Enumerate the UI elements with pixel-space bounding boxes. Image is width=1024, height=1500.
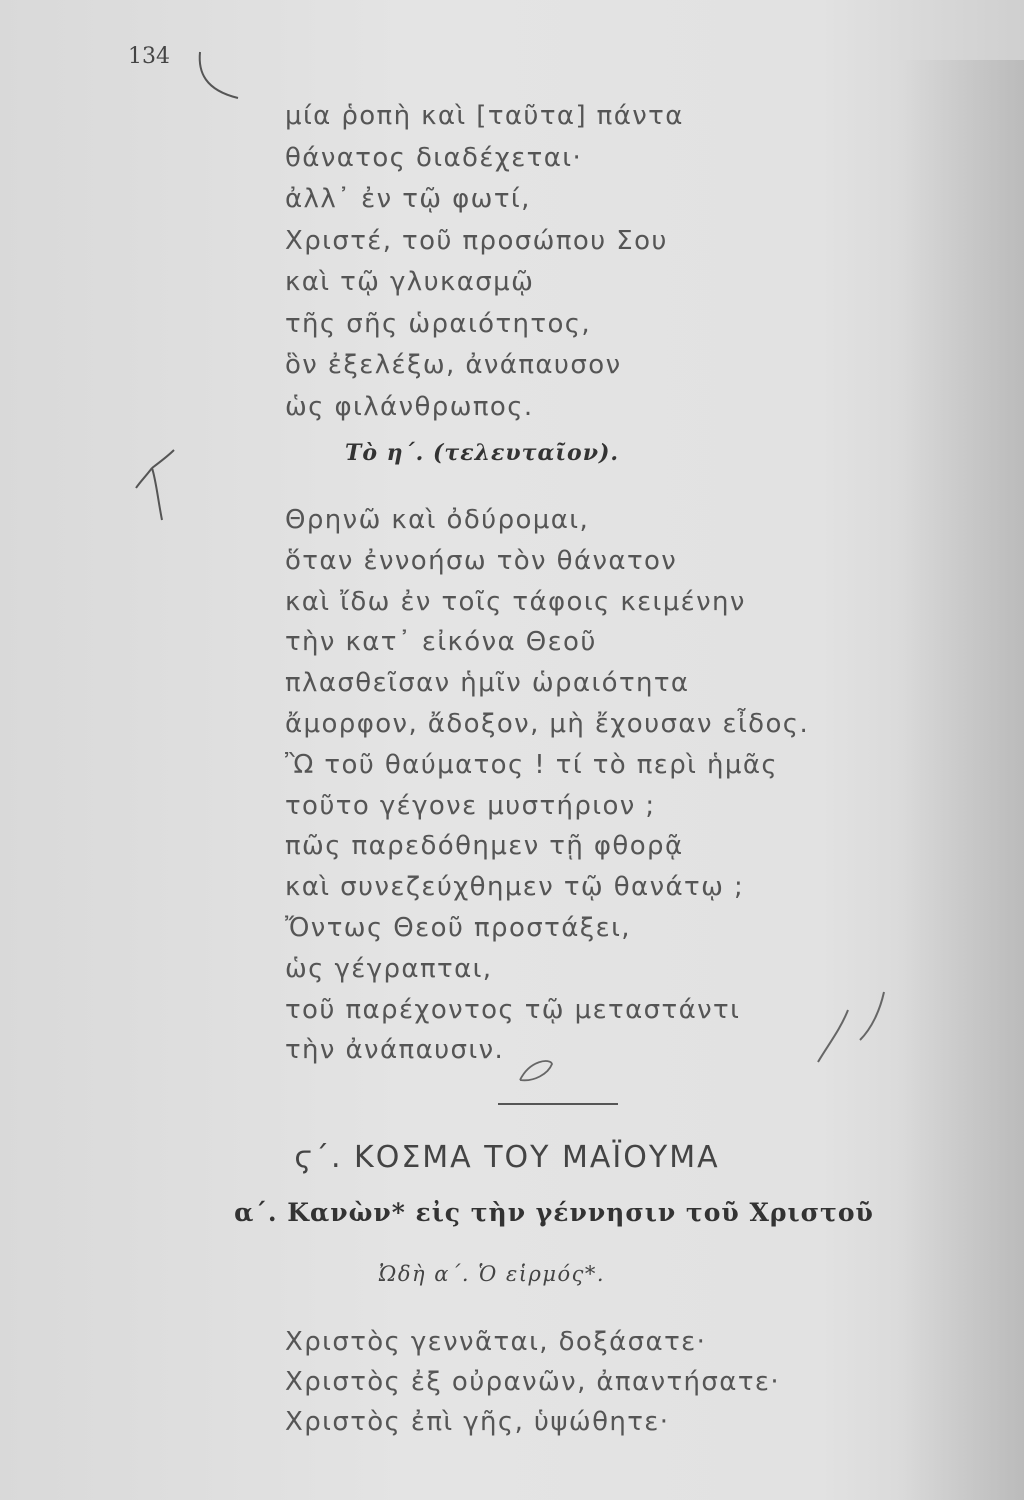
- verse-line: ὡς γέγραπται,: [285, 953, 493, 984]
- page-number: 134: [128, 44, 170, 69]
- pencil-bracket-mark: [200, 52, 238, 98]
- canon-title: α΄. Κανὼν* εἰς τὴν γέννησιν τοῦ Χριστοῦ: [234, 1198, 874, 1227]
- verse-line: καὶ τῷ γλυκασμῷ: [285, 267, 535, 297]
- verse-line: μία ῥοπὴ καὶ [ταῦτα] πάντα: [285, 101, 684, 131]
- verse-line: Ὄντως Θεοῦ προστάξει,: [285, 912, 631, 943]
- verse-line: τοῦτο γέγονε μυστήριον ;: [285, 790, 656, 821]
- verse-line: ὃν ἐξελέξω, ἀνάπαυσον: [285, 350, 622, 380]
- verse-line: τοῦ παρέχοντος τῷ μεταστάντι: [285, 994, 741, 1025]
- verse-line: καὶ ἴδω ἐν τοῖς τάφοις κειμένην: [285, 586, 746, 617]
- verse-line: Χριστὸς ἐξ οὐρανῶν, ἀπαντήσατε·: [285, 1367, 781, 1397]
- verse-line: πῶς παρεδόθημεν τῇ φθορᾷ: [285, 831, 684, 862]
- section-heading-final: Τὸ η΄. (τελευταῖον).: [344, 440, 620, 466]
- verse-line: πλασθεῖσαν ἡμῖν ὡραιότητα: [285, 668, 690, 699]
- pencil-arrow-mark: [136, 450, 174, 520]
- verse-line: ἄμορφον, ἄδοξον, μὴ ἔχουσαν εἶδος.: [285, 708, 810, 739]
- verse-line: Χριστὸς ἐπὶ γῆς, ὑψώθητε·: [285, 1407, 670, 1437]
- verse-line: ἀλλ᾽ ἐν τῷ φωτί,: [285, 184, 531, 214]
- pencil-scribble-mark: [520, 1061, 552, 1080]
- section-title: ϛ΄. ΚΟΣΜΑ ΤΟΥ ΜΑΪΟΥΜΑ: [294, 1140, 720, 1175]
- verse-line: τὴν ἀνάπαυσιν.: [285, 1035, 505, 1066]
- verse-line: ὅταν ἐννοήσω τὸν θάνατον: [285, 545, 678, 576]
- verse-line: Θρηνῶ καὶ ὀδύρομαι,: [285, 505, 590, 535]
- verse-line: ὡς φιλάνθρωπος.: [285, 391, 534, 422]
- pencil-double-stroke-mark: [818, 992, 884, 1062]
- verse-line: τῆς σῆς ὡραιότητος,: [285, 308, 592, 339]
- verse-line: τὴν κατ᾽ εἰκόνα Θεοῦ: [285, 627, 597, 658]
- verse-line: Χριστέ, τοῦ προσώπου Σου: [285, 225, 668, 256]
- verse-line: Ὢ τοῦ θαύματος ! τί τὸ περὶ ἡμᾶς: [285, 749, 779, 780]
- ode-title: Ὠδὴ α΄. Ὁ εἱρμός*.: [378, 1262, 606, 1286]
- verse-line: θάνατος διαδέχεται·: [285, 142, 583, 173]
- verse-line: καὶ συνεζεύχθημεν τῷ θανάτῳ ;: [285, 872, 745, 903]
- verse-line: Χριστὸς γεννᾶται, δοξάσατε·: [285, 1327, 707, 1357]
